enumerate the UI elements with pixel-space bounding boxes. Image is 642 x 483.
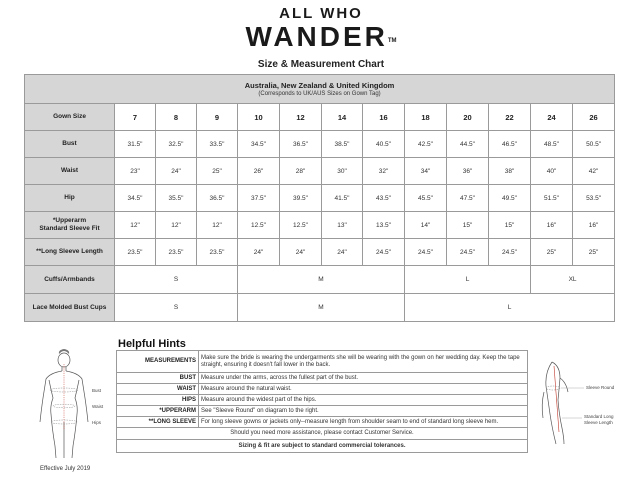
waist-value: 24" <box>156 158 197 185</box>
hint-text: Make sure the bride is wearing the undergarments she will be wearing with the gown on her wedding day. Keep the tape straight, ensuring it doesn't fall lower in the back. <box>199 351 528 373</box>
cuffs-size-xl: XL <box>531 266 615 294</box>
upperarm-value: 12.5" <box>280 212 322 239</box>
hint-text: Measure around the widest part of the hips. <box>199 395 528 406</box>
lace-size-s: S <box>115 294 238 322</box>
hip-value: 51.5" <box>531 185 573 212</box>
upperarm-label-line1: *Upperarm <box>52 217 87 224</box>
lace-row <box>25 294 615 322</box>
hint-text: See "Sleeve Round" on diagram to the right. <box>199 406 528 417</box>
upperarm-value: 12" <box>115 212 156 239</box>
hip-row <box>25 185 615 212</box>
lace-label: Lace Molded Bust Cups <box>25 294 115 322</box>
waist-value: 40" <box>531 158 573 185</box>
gown-size-row <box>25 104 615 131</box>
hip-value: 35.5" <box>156 185 197 212</box>
gown-size-label: Gown Size <box>25 104 115 131</box>
trademark-mark: TM <box>387 38 397 44</box>
long-sleeve-row <box>25 239 615 266</box>
upperarm-value: 15" <box>489 212 531 239</box>
hips-diagram-label: Hips <box>92 420 102 425</box>
size-cell: 10 <box>238 104 280 131</box>
cuffs-size-l: L <box>405 266 531 294</box>
size-cell: 14 <box>322 104 363 131</box>
hint-label: WAIST <box>117 384 199 395</box>
waist-value: 30" <box>322 158 363 185</box>
hint-row <box>117 417 528 428</box>
bust-value: 42.5" <box>405 131 447 158</box>
bust-value: 46.5" <box>489 131 531 158</box>
region-header <box>25 75 615 104</box>
bust-value: 50.5" <box>573 131 615 158</box>
waist-value: 36" <box>447 158 489 185</box>
hip-label: Hip <box>25 185 115 212</box>
effective-date: Effective July 2019 <box>40 466 91 472</box>
hint-row <box>117 395 528 406</box>
waist-value: 23" <box>115 158 156 185</box>
hint-row <box>117 373 528 384</box>
assist-text: Should you need more assistance, please contact Customer Service. <box>117 428 528 440</box>
hint-label: BUST <box>117 373 199 384</box>
long-sleeve-value: 25" <box>573 239 615 266</box>
brand-logo <box>0 6 642 52</box>
long-sleeve-diagram-label-line1: Standard Long <box>584 414 614 419</box>
long-sleeve-diagram-label-line2: Sleeve Length <box>584 420 613 425</box>
long-sleeve-value: 23.5" <box>197 239 238 266</box>
hip-value: 45.5" <box>405 185 447 212</box>
long-sleeve-label: **Long Sleeve Length <box>25 239 115 266</box>
cuffs-label: Cuffs/Armbands <box>25 266 115 294</box>
waist-diagram-label: Waist <box>92 404 104 409</box>
upperarm-value: 12" <box>156 212 197 239</box>
waist-value: 42" <box>573 158 615 185</box>
long-sleeve-value: 25" <box>531 239 573 266</box>
waist-value: 25" <box>197 158 238 185</box>
hip-value: 34.5" <box>115 185 156 212</box>
long-sleeve-value: 24" <box>322 239 363 266</box>
hip-value: 39.5" <box>280 185 322 212</box>
long-sleeve-value: 24.5" <box>363 239 405 266</box>
brand-top-text: ALL WHO <box>279 5 363 22</box>
bust-value: 44.5" <box>447 131 489 158</box>
body-measurement-figure <box>22 346 112 462</box>
size-cell: 20 <box>447 104 489 131</box>
size-cell: 8 <box>156 104 197 131</box>
bust-value: 31.5" <box>115 131 156 158</box>
tolerance-row <box>117 440 528 453</box>
hip-value: 41.5" <box>322 185 363 212</box>
hint-label: **LONG SLEEVE <box>117 417 199 428</box>
cuffs-row <box>25 266 615 294</box>
waist-value: 32" <box>363 158 405 185</box>
hip-value: 53.5" <box>573 185 615 212</box>
bust-value: 38.5" <box>322 131 363 158</box>
size-cell: 16 <box>363 104 405 131</box>
bust-value: 33.5" <box>197 131 238 158</box>
region-title: Australia, New Zealand & United Kingdom <box>244 81 395 90</box>
size-cell: 22 <box>489 104 531 131</box>
hip-value: 37.5" <box>238 185 280 212</box>
long-sleeve-value: 24.5" <box>447 239 489 266</box>
waist-value: 34" <box>405 158 447 185</box>
hint-label: *UPPERARM <box>117 406 199 417</box>
upperarm-value: 16" <box>573 212 615 239</box>
hint-text: Measure around the natural waist. <box>199 384 528 395</box>
waist-label: Waist <box>25 158 115 185</box>
long-sleeve-value: 23.5" <box>115 239 156 266</box>
hint-label: MEASUREMENTS <box>117 351 199 373</box>
long-sleeve-value: 24.5" <box>405 239 447 266</box>
size-cell: 9 <box>197 104 238 131</box>
upperarm-value: 15" <box>447 212 489 239</box>
arm-outline-icon <box>532 352 634 452</box>
bust-value: 34.5" <box>238 131 280 158</box>
waist-value: 38" <box>489 158 531 185</box>
assist-row <box>117 428 528 440</box>
size-cell: 26 <box>573 104 615 131</box>
hint-row <box>117 384 528 395</box>
bust-row <box>25 131 615 158</box>
hip-value: 36.5" <box>197 185 238 212</box>
size-cell: 7 <box>115 104 156 131</box>
hint-text: For long sleeve gowns or jackets only--measure length from shoulder seam to end of standard long sleeve hem. <box>199 417 528 428</box>
size-cell: 18 <box>405 104 447 131</box>
page-title: Size & Measurement Chart <box>257 59 385 70</box>
bust-value: 48.5" <box>531 131 573 158</box>
upperarm-label <box>25 212 115 239</box>
upperarm-label-line2: Standard Sleeve Fit <box>39 225 100 232</box>
hint-row <box>117 406 528 417</box>
upperarm-value: 13" <box>322 212 363 239</box>
region-subtitle: (Corresponds to UK/AUS Sizes on Gown Tag) <box>258 91 381 97</box>
long-sleeve-value: 23.5" <box>156 239 197 266</box>
upperarm-value: 16" <box>531 212 573 239</box>
waist-value: 26" <box>238 158 280 185</box>
size-cell: 12 <box>280 104 322 131</box>
hip-value: 49.5" <box>489 185 531 212</box>
hint-text: Measure under the arms, across the fullest part of the bust. <box>199 373 528 384</box>
size-chart-table <box>24 74 615 322</box>
bust-label: Bust <box>25 131 115 158</box>
upperarm-value: 12" <box>197 212 238 239</box>
bust-value: 36.5" <box>280 131 322 158</box>
bust-diagram-label: Bust <box>92 388 102 393</box>
sleeve-round-label: Sleeve Round <box>586 385 615 390</box>
brand-main-word: WANDER <box>245 21 388 52</box>
lace-size-m: M <box>238 294 405 322</box>
waist-row <box>25 158 615 185</box>
hint-row <box>117 351 528 373</box>
long-sleeve-value: 24.5" <box>489 239 531 266</box>
lace-size-l: L <box>405 294 615 322</box>
hints-table <box>116 350 528 453</box>
bust-value: 32.5" <box>156 131 197 158</box>
upperarm-value: 12.5" <box>238 212 280 239</box>
cuffs-size-s: S <box>115 266 238 294</box>
upperarm-value: 14" <box>405 212 447 239</box>
upperarm-row <box>25 212 615 239</box>
size-cell: 24 <box>531 104 573 131</box>
long-sleeve-value: 24" <box>238 239 280 266</box>
brand-main-text <box>0 22 642 52</box>
cuffs-size-m: M <box>238 266 405 294</box>
hip-value: 43.5" <box>363 185 405 212</box>
hip-value: 47.5" <box>447 185 489 212</box>
hint-label: HIPS <box>117 395 199 406</box>
upperarm-value: 13.5" <box>363 212 405 239</box>
long-sleeve-value: 24" <box>280 239 322 266</box>
tolerance-text: Sizing & fit are subject to standard commercial tolerances. <box>117 440 528 453</box>
arm-measurement-figure <box>532 352 634 452</box>
bust-value: 40.5" <box>363 131 405 158</box>
waist-value: 28" <box>280 158 322 185</box>
hints-title: Helpful Hints <box>118 338 186 350</box>
